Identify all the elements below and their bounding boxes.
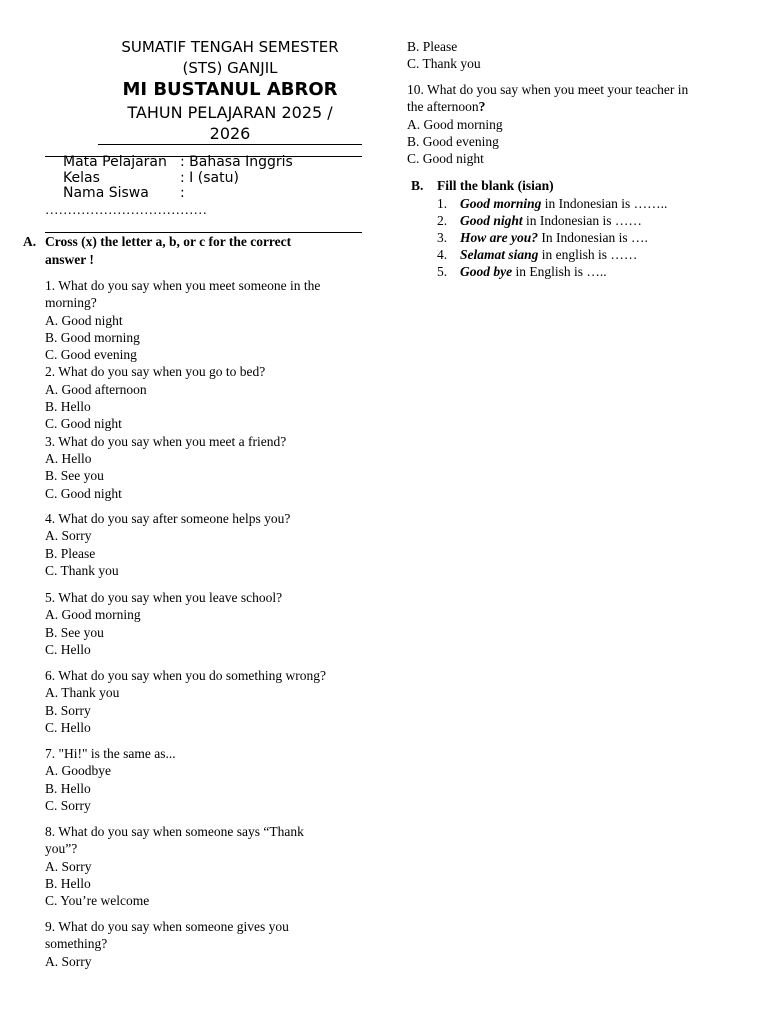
question-text: 9. What do you say when someone gives you	[45, 919, 289, 934]
question-5	[45, 589, 370, 658]
option: A. Goodbye	[45, 763, 111, 779]
section-b-title: Fill the blank (isian)	[437, 178, 554, 193]
question-7	[45, 745, 370, 814]
option: B. Good morning	[45, 329, 140, 345]
option: A. Good morning	[45, 607, 141, 623]
blank-term: Good bye	[460, 264, 513, 279]
option: A. Sorry	[45, 858, 92, 874]
option: A. Good morning	[407, 116, 503, 132]
option: A. Hello	[45, 450, 92, 466]
option: B. Hello	[45, 399, 91, 415]
option: C. Good night	[45, 416, 122, 432]
question-text: 1. What do you say when you meet someone in the	[45, 278, 321, 293]
year-line1: TAHUN PELAJARAN 2025 /	[127, 103, 333, 122]
blank-item-4: 4. Selamat siang in english is ……	[437, 247, 638, 262]
question-text: morning?	[45, 295, 97, 311]
option: A. Good afternoon	[45, 381, 147, 397]
option: B. Please	[45, 545, 96, 561]
question-10	[407, 81, 737, 167]
option: B. See you	[45, 624, 104, 640]
info-name	[63, 185, 185, 201]
info-subject	[63, 154, 293, 170]
header-line2: (STS) GANJIL	[182, 59, 278, 77]
option: B. Hello	[45, 780, 91, 796]
option: B. Good evening	[407, 133, 499, 149]
right-column	[407, 0, 747, 1024]
option: A. Sorry	[45, 953, 92, 969]
blank-item-2: 2. Good night in Indonesian is ……	[437, 213, 642, 228]
option: B. Please	[407, 39, 458, 54]
section-a-instruction: Cross (x) the letter a, b, or c for the correct answer !	[45, 234, 292, 267]
header-rule-top	[98, 144, 362, 145]
year-line2: 2026	[209, 124, 251, 143]
option: A. Good night	[45, 312, 123, 328]
option: B. Sorry	[45, 702, 91, 718]
blank-term: Good morning	[460, 196, 542, 211]
question-text: 6. What do you say when you do something wrong?	[45, 668, 326, 683]
class-value: : I (satu)	[180, 170, 239, 186]
question-text: you”?	[45, 841, 78, 857]
option: C. Good night	[407, 151, 484, 167]
option: C. Thank you	[407, 56, 481, 72]
question-text: 8. What do you say when someone says “Thank	[45, 824, 304, 839]
section-b-marker: B.	[411, 178, 424, 193]
blank-item-3: 3. How are you? In Indonesian is ….	[437, 230, 648, 245]
name-label: Nama Siswa	[63, 185, 149, 201]
blank-item-5: 5. Good bye in English is …..	[437, 264, 607, 279]
subject-value: : Bahasa Inggris	[180, 154, 293, 170]
option: C. Hello	[45, 719, 91, 735]
question-text: 3. What do you say when you meet a friend?	[45, 433, 287, 449]
school-name: MI BUSTANUL ABROR	[122, 79, 338, 100]
option: C. Sorry	[45, 797, 91, 813]
option: C. You’re welcome	[45, 893, 150, 909]
option: C. Hello	[45, 641, 91, 657]
info-class	[63, 170, 239, 186]
question-4	[45, 510, 370, 579]
blank-term: Good night	[460, 213, 523, 228]
option: B. See you	[45, 468, 104, 484]
question-9-continued	[407, 38, 737, 73]
blank-item-1: 1. Good morning in Indonesian is ……..	[437, 196, 668, 211]
option: A. Thank you	[45, 685, 120, 701]
question-text: something?	[45, 936, 108, 952]
question-text: 10. What do you say when you meet your teacher in	[407, 82, 689, 97]
question-text: 4. What do you say after someone helps you?	[45, 511, 291, 526]
name-dots: ………………………………	[45, 202, 207, 217]
name-value: :	[180, 185, 185, 201]
section-a-marker: A.	[23, 234, 37, 249]
question-text: 5. What do you say when you leave school?	[45, 590, 283, 605]
header-line1: SUMATIF TENGAH SEMESTER	[121, 38, 339, 56]
blank-term: Selamat siang	[460, 247, 539, 262]
option: C. Good evening	[45, 347, 137, 363]
option: C. Thank you	[45, 562, 119, 578]
question-text: 7. "Hi!" is the same as...	[45, 746, 176, 761]
blank-term: How are you?	[460, 230, 539, 245]
subject-label: Mata Pelajaran	[63, 154, 167, 170]
question-8	[45, 823, 370, 909]
left-column	[0, 0, 380, 1024]
class-label: Kelas	[63, 170, 100, 186]
question-9	[45, 918, 370, 970]
option: A. Sorry	[45, 528, 92, 544]
question-1	[45, 277, 370, 502]
question-text: 2. What do you say when you go to bed?	[45, 364, 266, 380]
option: C. Good night	[45, 485, 122, 501]
question-6	[45, 667, 370, 736]
question-text: the afternoon?	[407, 99, 486, 115]
option: B. Hello	[45, 875, 91, 891]
